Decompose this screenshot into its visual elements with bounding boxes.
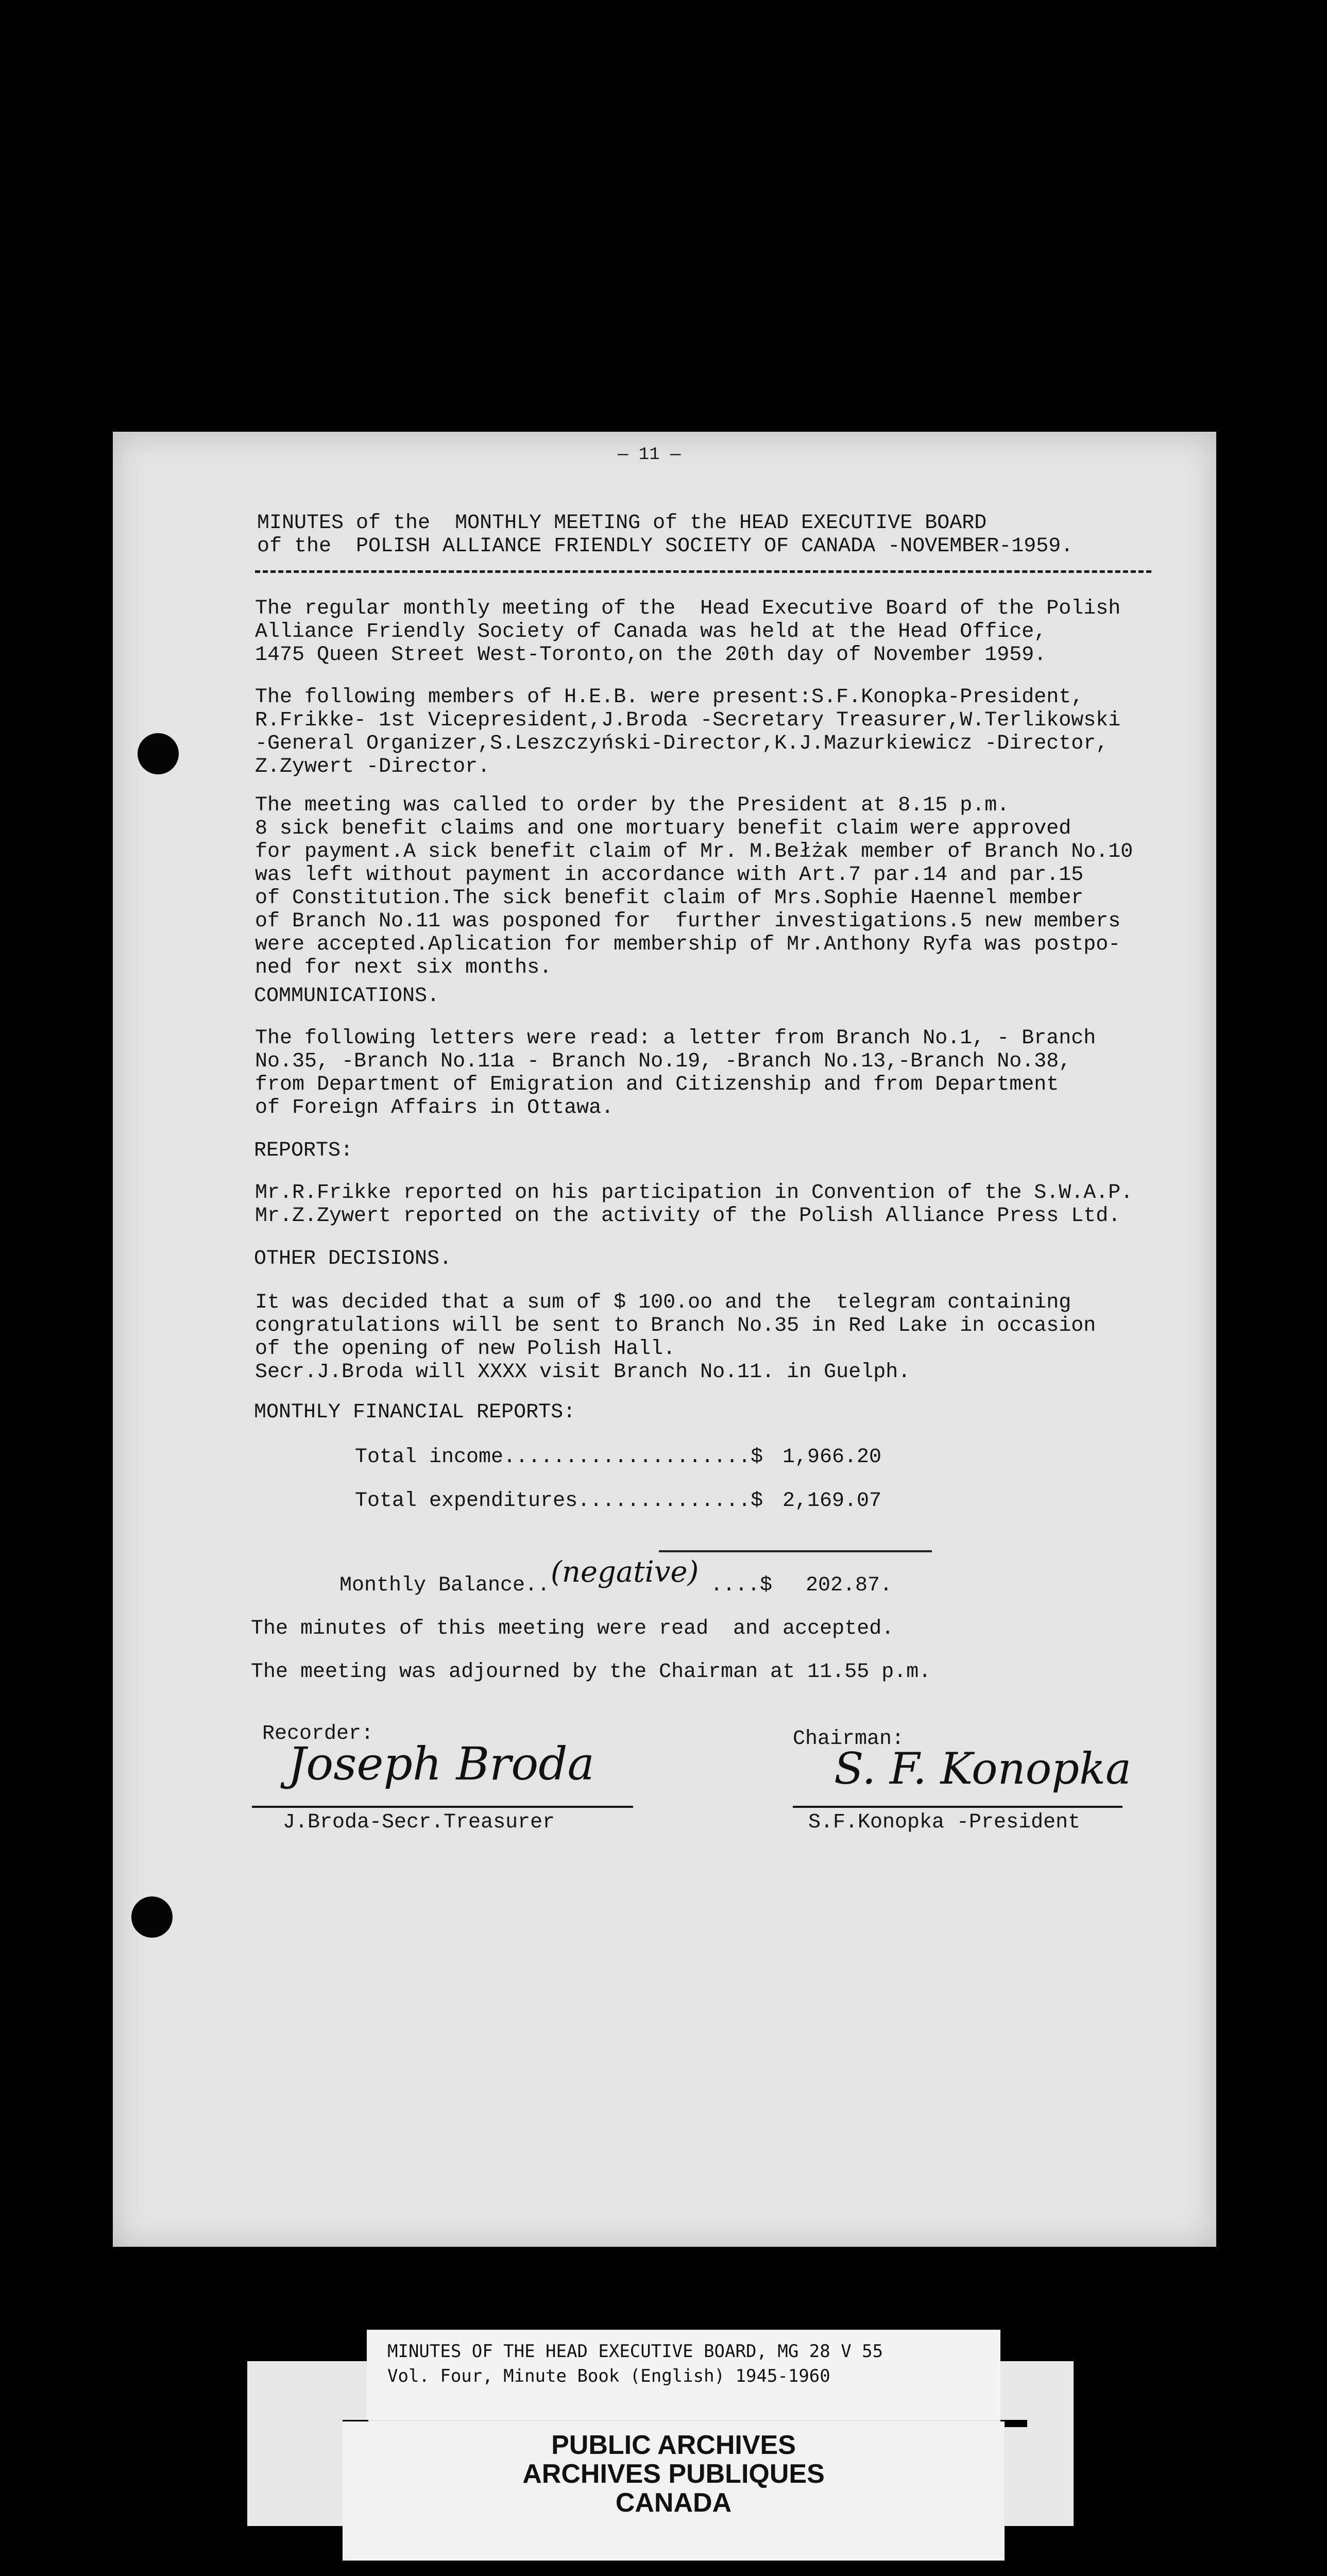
minutes-text <box>113 433 1216 2247</box>
stamp-line-2: ARCHIVES PUBLIQUES <box>522 2459 825 2489</box>
communications-heading: COMMUNICATIONS. <box>254 985 440 1008</box>
paragraph-reports: Mr.R.Frikke reported on his participation in Convention of the S.W.A.P. Mr.Z.Zywert reported on the activity of the Polish Alliance Press Ltd. <box>255 1181 1133 1228</box>
balance-rule <box>659 1550 932 1552</box>
archive-reference-label <box>367 2330 1000 2420</box>
expenditures-label: Total expenditures..............$ <box>355 1489 763 1513</box>
financial-heading: MONTHLY FINANCIAL REPORTS: <box>254 1401 576 1424</box>
paragraph-meeting: The meeting was called to order by the President at 8.15 p.m. 8 sick benefit claims and one mortuary benefit claim were approved for payment.A sick benefit claim of Mr. M.Bełżak member of Branch No.10 was left without payment in accordance with Art.7 par.14 and par.15 of Constitution.The sick benefit claim of Mrs.Sophie Haennel member of Branch No.11 was posponed for further investigations.5 new members were accepted.Aplication for membership of Mr.Anthony Ryfa was postpo- ned for next six months. <box>255 794 1133 979</box>
paragraph-other-decisions: It was decided that a sum of $ 100.oo and the telegram containing congratulations will be sent to Branch No.35 in Red Lake in occasion of the opening of new Polish Hall. Secr.J.Broda will XXXX visit Branch No.11. in Guelph. <box>255 1291 1096 1384</box>
income-value: 1,966.20 <box>782 1446 882 1469</box>
stamp-line-1: PUBLIC ARCHIVES <box>551 2430 796 2460</box>
meeting-adjourned: The meeting was adjourned by the Chairman at 11.55 p.m. <box>251 1660 931 1684</box>
expenditures-value: 2,169.07 <box>782 1489 882 1513</box>
title-line-1: MINUTES of the MONTHLY MEETING of the HEAD EXECUTIVE BOARD <box>257 512 987 535</box>
balance-value: 202.87. <box>806 1574 893 1597</box>
income-label: Total income....................$ <box>355 1446 763 1469</box>
reports-heading: REPORTS: <box>254 1139 353 1162</box>
balance-dots: ....$ <box>710 1574 773 1597</box>
title-line-2: of the POLISH ALLIANCE FRIENDLY SOCIETY OF CANADA -NOVEMBER-1959. <box>257 535 1074 558</box>
page-number: — 11 — <box>618 445 681 465</box>
balance-handwritten-note: (negative) <box>551 1555 699 1589</box>
archives-stamp <box>343 2431 1005 2517</box>
recorder-signature-line <box>252 1806 633 1808</box>
chairman-label: Chairman: <box>793 1727 905 1751</box>
other-decisions-heading: OTHER DECISIONS. <box>254 1247 452 1270</box>
recorder-name: J.Broda-Secr.Treasurer <box>283 1811 555 1834</box>
title-underline <box>255 570 1151 573</box>
paragraph-members: The following members of H.E.B. were present:S.F.Konopka-President, R.Frikke- 1st Vicepresident,J.Broda -Secretary Treasurer,W.Terlikowski -General Organizer,S.Leszczyński-Director,K.J.Mazurkiewicz -Director, Z.Zywert -Director. <box>255 686 1121 778</box>
recorder-signature: Joseph Broda <box>288 1737 594 1790</box>
minutes-accepted: The minutes of this meeting were read and accepted. <box>251 1617 894 1640</box>
chairman-signature: S. F. Konopka <box>834 1743 1132 1794</box>
paragraph-intro: The regular monthly meeting of the Head Executive Board of the Polish Alliance Friendly Society of Canada was held at the Head Office, 1475 Queen Street West-Toronto,on the 20th day of November 1959. <box>255 597 1121 667</box>
chairman-signature-line <box>793 1806 1122 1808</box>
chairman-name: S.F.Konopka -President <box>808 1811 1081 1834</box>
document-page <box>113 432 1216 2247</box>
archive-label-line-1: MINUTES OF THE HEAD EXECUTIVE BOARD, MG 28 V 55 <box>387 2341 883 2362</box>
recorder-label: Recorder: <box>262 1722 374 1745</box>
stamp-line-3: CANADA <box>615 2488 732 2518</box>
paragraph-communications: The following letters were read: a letter from Branch No.1, - Branch No.35, -Branch No.11a - Branch No.19, -Branch No.13,-Branch No.38, from Department of Emigration and Citizenship and from Department of Foreign Affairs in Ottawa. <box>255 1027 1096 1120</box>
balance-label: Monthly Balance.. <box>339 1574 550 1597</box>
archive-label-line-2: Vol. Four, Minute Book (English) 1945-1960 <box>387 2366 830 2386</box>
